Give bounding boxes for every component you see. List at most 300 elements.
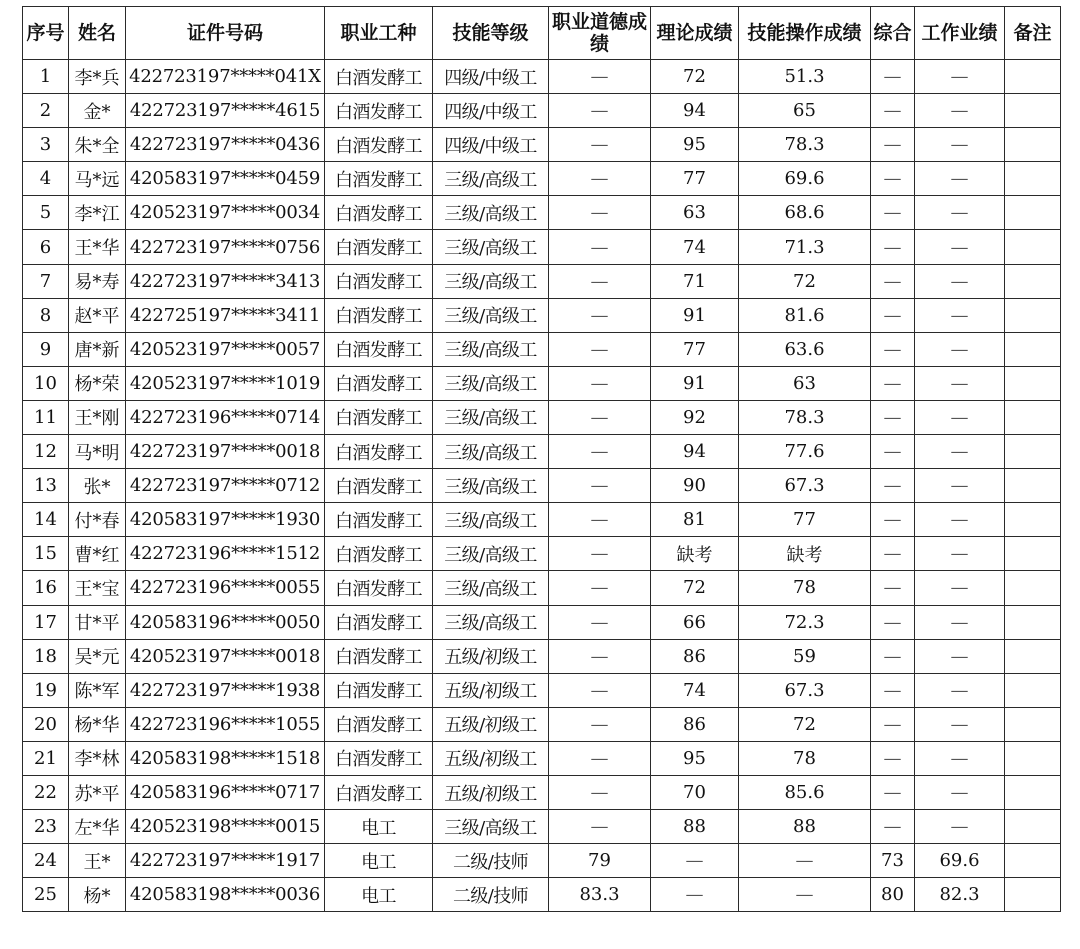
cell-job: 白酒发酵工 [325,332,433,366]
cell-job: 白酒发酵工 [325,571,433,605]
cell-overall: — [871,264,915,298]
cell-no: 3 [23,128,69,162]
cell-no: 25 [23,878,69,912]
cell-level: 三级/高级工 [433,571,549,605]
cell-skill: — [739,878,871,912]
cell-skill: 65 [739,94,871,128]
cell-skill: 78.3 [739,128,871,162]
cell-level: 五级/初级工 [433,741,549,775]
cell-id: 420583196*****0717 [126,775,325,809]
cell-no: 13 [23,469,69,503]
cell-work: — [915,162,1005,196]
cell-id: 422723197*****1917 [126,844,325,878]
cell-job: 白酒发酵工 [325,264,433,298]
table-row [23,196,1061,230]
cell-overall: — [871,196,915,230]
cell-level: 三级/高级工 [433,810,549,844]
cell-id: 422723197*****4615 [126,94,325,128]
cell-theory: 92 [651,400,739,434]
cell-theory: 81 [651,503,739,537]
cell-ethics: — [549,230,651,264]
cell-work: — [915,605,1005,639]
cell-work: — [915,128,1005,162]
cell-remark [1005,844,1061,878]
table-row [23,844,1061,878]
cell-theory: 90 [651,469,739,503]
cell-no: 5 [23,196,69,230]
cell-overall: — [871,230,915,264]
cell-id: 422723197*****0018 [126,435,325,469]
table-row [23,94,1061,128]
cell-id: 422723196*****1055 [126,707,325,741]
table-row [23,332,1061,366]
table-row [23,400,1061,434]
cell-overall: — [871,775,915,809]
cell-job: 白酒发酵工 [325,435,433,469]
cell-overall: — [871,707,915,741]
cell-skill: 63.6 [739,332,871,366]
cell-no: 17 [23,605,69,639]
cell-overall: — [871,128,915,162]
cell-id: 422723197*****0712 [126,469,325,503]
cell-work: — [915,400,1005,434]
cell-ethics: — [549,810,651,844]
cell-id: 420523197*****0018 [126,639,325,673]
cell-overall: — [871,298,915,332]
cell-no: 22 [23,775,69,809]
cell-overall: — [871,673,915,707]
cell-job: 白酒发酵工 [325,128,433,162]
cell-level: 三级/高级工 [433,162,549,196]
cell-no: 2 [23,94,69,128]
cell-no: 12 [23,435,69,469]
cell-skill: 78 [739,571,871,605]
table-row [23,298,1061,332]
cell-level: 三级/高级工 [433,435,549,469]
cell-level: 四级/中级工 [433,60,549,94]
cell-level: 五级/初级工 [433,775,549,809]
cell-remark [1005,605,1061,639]
cell-skill: 88 [739,810,871,844]
cell-no: 1 [23,60,69,94]
cell-skill: 67.3 [739,469,871,503]
cell-remark [1005,196,1061,230]
cell-level: 三级/高级工 [433,503,549,537]
cell-id: 422723197*****0436 [126,128,325,162]
cell-ethics: — [549,571,651,605]
cell-overall: — [871,469,915,503]
table-row [23,162,1061,196]
cell-job: 白酒发酵工 [325,366,433,400]
cell-theory: 91 [651,366,739,400]
cell-remark [1005,94,1061,128]
cell-level: 三级/高级工 [433,264,549,298]
cell-id: 420523197*****1019 [126,366,325,400]
table-row [23,878,1061,912]
cell-no: 8 [23,298,69,332]
cell-remark [1005,298,1061,332]
cell-theory: 86 [651,639,739,673]
cell-remark [1005,332,1061,366]
cell-theory: 72 [651,60,739,94]
cell-ethics: — [549,469,651,503]
cell-no: 7 [23,264,69,298]
cell-job: 白酒发酵工 [325,400,433,434]
cell-ethics: — [549,400,651,434]
cell-overall: 80 [871,878,915,912]
cell-level: 三级/高级工 [433,196,549,230]
cell-id: 422723196*****0055 [126,571,325,605]
cell-name: 曹*红 [69,537,126,571]
cell-name: 李*林 [69,741,126,775]
cell-name: 唐*新 [69,332,126,366]
cell-skill: 77 [739,503,871,537]
cell-theory: 77 [651,162,739,196]
cell-no: 24 [23,844,69,878]
cell-name: 王*华 [69,230,126,264]
cell-ethics: — [549,775,651,809]
cell-id: 420583197*****1930 [126,503,325,537]
cell-ethics: — [549,60,651,94]
cell-ethics: — [549,366,651,400]
cell-overall: — [871,741,915,775]
cell-theory: 94 [651,94,739,128]
score-table [22,6,1061,912]
cell-overall: — [871,366,915,400]
cell-ethics: — [549,332,651,366]
cell-theory: 86 [651,707,739,741]
table-row [23,810,1061,844]
cell-remark [1005,810,1061,844]
cell-work: — [915,366,1005,400]
table-row [23,605,1061,639]
cell-remark [1005,707,1061,741]
table-row [23,230,1061,264]
cell-id: 420523198*****0015 [126,810,325,844]
cell-remark [1005,673,1061,707]
cell-level: 五级/初级工 [433,707,549,741]
cell-no: 11 [23,400,69,434]
cell-overall: — [871,605,915,639]
cell-job: 白酒发酵工 [325,196,433,230]
table-row [23,775,1061,809]
cell-no: 4 [23,162,69,196]
cell-name: 王*刚 [69,400,126,434]
cell-overall: — [871,639,915,673]
cell-ethics: — [549,537,651,571]
cell-remark [1005,162,1061,196]
cell-job: 白酒发酵工 [325,741,433,775]
cell-skill: 72 [739,264,871,298]
cell-theory: — [651,878,739,912]
cell-work: — [915,707,1005,741]
cell-name: 赵*平 [69,298,126,332]
cell-id: 420583198*****1518 [126,741,325,775]
cell-theory: 74 [651,230,739,264]
cell-job: 白酒发酵工 [325,775,433,809]
cell-theory: 95 [651,741,739,775]
cell-id: 422725197*****3411 [126,298,325,332]
cell-work: — [915,571,1005,605]
cell-skill: 72 [739,707,871,741]
cell-no: 20 [23,707,69,741]
cell-remark [1005,537,1061,571]
table-row [23,435,1061,469]
cell-no: 16 [23,571,69,605]
cell-name: 张* [69,469,126,503]
cell-name: 王* [69,844,126,878]
cell-overall: — [871,332,915,366]
cell-job: 白酒发酵工 [325,707,433,741]
cell-name: 付*春 [69,503,126,537]
cell-work: — [915,332,1005,366]
cell-no: 10 [23,366,69,400]
table-row [23,741,1061,775]
cell-overall: — [871,60,915,94]
cell-ethics: — [549,162,651,196]
cell-name: 易*寿 [69,264,126,298]
cell-no: 9 [23,332,69,366]
cell-level: 三级/高级工 [433,400,549,434]
cell-name: 甘*平 [69,605,126,639]
table-row [23,264,1061,298]
cell-work: — [915,639,1005,673]
cell-theory: 91 [651,298,739,332]
cell-job: 白酒发酵工 [325,94,433,128]
cell-ethics: 79 [549,844,651,878]
cell-work: — [915,94,1005,128]
cell-theory: — [651,844,739,878]
cell-work: — [915,673,1005,707]
cell-job: 白酒发酵工 [325,60,433,94]
cell-name: 左*华 [69,810,126,844]
cell-no: 14 [23,503,69,537]
cell-job: 白酒发酵工 [325,639,433,673]
cell-name: 杨*荣 [69,366,126,400]
cell-theory: 77 [651,332,739,366]
header-no: 序号 [23,7,69,60]
cell-skill: 77.6 [739,435,871,469]
cell-remark [1005,469,1061,503]
cell-name: 马*明 [69,435,126,469]
cell-level: 三级/高级工 [433,605,549,639]
table-row [23,503,1061,537]
cell-name: 杨* [69,878,126,912]
cell-job: 白酒发酵工 [325,537,433,571]
cell-skill: 85.6 [739,775,871,809]
cell-remark [1005,264,1061,298]
cell-remark [1005,639,1061,673]
cell-work: — [915,264,1005,298]
cell-work: — [915,469,1005,503]
cell-level: 四级/中级工 [433,94,549,128]
cell-overall: 73 [871,844,915,878]
cell-skill: 78.3 [739,400,871,434]
cell-overall: — [871,571,915,605]
cell-level: 三级/高级工 [433,469,549,503]
cell-remark [1005,400,1061,434]
cell-level: 三级/高级工 [433,230,549,264]
cell-remark [1005,741,1061,775]
cell-theory: 缺考 [651,537,739,571]
cell-overall: — [871,503,915,537]
cell-skill: 71.3 [739,230,871,264]
cell-name: 金* [69,94,126,128]
cell-no: 21 [23,741,69,775]
table-row [23,639,1061,673]
cell-remark [1005,503,1061,537]
cell-remark [1005,60,1061,94]
cell-id: 420583197*****0459 [126,162,325,196]
header-skill: 技能操作成绩 [739,7,871,60]
cell-level: 二级/技师 [433,878,549,912]
cell-skill: 72.3 [739,605,871,639]
cell-theory: 66 [651,605,739,639]
cell-no: 19 [23,673,69,707]
cell-id: 422723197*****041X [126,60,325,94]
cell-id: 422723197*****1938 [126,673,325,707]
table-row [23,469,1061,503]
cell-ethics: — [549,707,651,741]
cell-overall: — [871,400,915,434]
table-row [23,60,1061,94]
cell-level: 五级/初级工 [433,639,549,673]
cell-ethics: — [549,298,651,332]
cell-theory: 72 [651,571,739,605]
cell-name: 朱*全 [69,128,126,162]
cell-level: 二级/技师 [433,844,549,878]
table-row [23,707,1061,741]
header-overall: 综合 [871,7,915,60]
cell-remark [1005,128,1061,162]
header-ethics: 职业道德成绩 [549,7,651,60]
cell-ethics: — [549,128,651,162]
cell-ethics: 83.3 [549,878,651,912]
cell-ethics: — [549,741,651,775]
cell-overall: — [871,435,915,469]
header-work: 工作业绩 [915,7,1005,60]
cell-skill: 78 [739,741,871,775]
cell-name: 吴*元 [69,639,126,673]
cell-overall: — [871,94,915,128]
cell-ethics: — [549,605,651,639]
cell-name: 李*江 [69,196,126,230]
cell-remark [1005,230,1061,264]
header-id: 证件号码 [126,7,325,60]
header-theory: 理论成绩 [651,7,739,60]
cell-level: 四级/中级工 [433,128,549,162]
cell-remark [1005,435,1061,469]
header-remark: 备注 [1005,7,1061,60]
cell-remark [1005,878,1061,912]
cell-work: — [915,537,1005,571]
cell-theory: 95 [651,128,739,162]
cell-id: 420523197*****0034 [126,196,325,230]
cell-skill: 69.6 [739,162,871,196]
cell-work: 82.3 [915,878,1005,912]
cell-work: — [915,810,1005,844]
cell-no: 23 [23,810,69,844]
cell-job: 白酒发酵工 [325,469,433,503]
cell-skill: 81.6 [739,298,871,332]
cell-theory: 70 [651,775,739,809]
cell-ethics: — [549,435,651,469]
cell-remark [1005,571,1061,605]
cell-name: 马*远 [69,162,126,196]
header-level: 技能等级 [433,7,549,60]
cell-job: 白酒发酵工 [325,298,433,332]
header-job: 职业工种 [325,7,433,60]
cell-work: — [915,298,1005,332]
cell-level: 三级/高级工 [433,332,549,366]
cell-skill: 67.3 [739,673,871,707]
cell-overall: — [871,810,915,844]
cell-theory: 88 [651,810,739,844]
cell-name: 陈*军 [69,673,126,707]
cell-skill: — [739,844,871,878]
cell-ethics: — [549,639,651,673]
cell-skill: 51.3 [739,60,871,94]
cell-name: 杨*华 [69,707,126,741]
cell-work: — [915,775,1005,809]
cell-job: 白酒发酵工 [325,230,433,264]
cell-no: 18 [23,639,69,673]
cell-skill: 缺考 [739,537,871,571]
header-row [23,7,1061,60]
cell-no: 15 [23,537,69,571]
cell-id: 420583196*****0050 [126,605,325,639]
cell-theory: 74 [651,673,739,707]
cell-ethics: — [549,503,651,537]
cell-job: 电工 [325,844,433,878]
cell-job: 白酒发酵工 [325,503,433,537]
cell-name: 李*兵 [69,60,126,94]
cell-id: 422723196*****1512 [126,537,325,571]
cell-work: 69.6 [915,844,1005,878]
cell-theory: 94 [651,435,739,469]
cell-job: 白酒发酵工 [325,673,433,707]
cell-no: 6 [23,230,69,264]
cell-id: 420523197*****0057 [126,332,325,366]
score-sheet [22,6,1060,912]
cell-job: 电工 [325,810,433,844]
cell-skill: 59 [739,639,871,673]
table-row [23,571,1061,605]
cell-skill: 63 [739,366,871,400]
cell-overall: — [871,162,915,196]
cell-id: 422723196*****0714 [126,400,325,434]
cell-name: 苏*平 [69,775,126,809]
cell-theory: 63 [651,196,739,230]
cell-name: 王*宝 [69,571,126,605]
cell-job: 白酒发酵工 [325,605,433,639]
cell-ethics: — [549,94,651,128]
cell-ethics: — [549,196,651,230]
cell-work: — [915,435,1005,469]
cell-work: — [915,230,1005,264]
table-row [23,537,1061,571]
cell-remark [1005,775,1061,809]
table-row [23,128,1061,162]
cell-work: — [915,196,1005,230]
cell-id: 420583198*****0036 [126,878,325,912]
cell-level: 三级/高级工 [433,537,549,571]
table-row [23,366,1061,400]
cell-level: 三级/高级工 [433,298,549,332]
cell-work: — [915,503,1005,537]
header-name: 姓名 [69,7,126,60]
cell-theory: 71 [651,264,739,298]
